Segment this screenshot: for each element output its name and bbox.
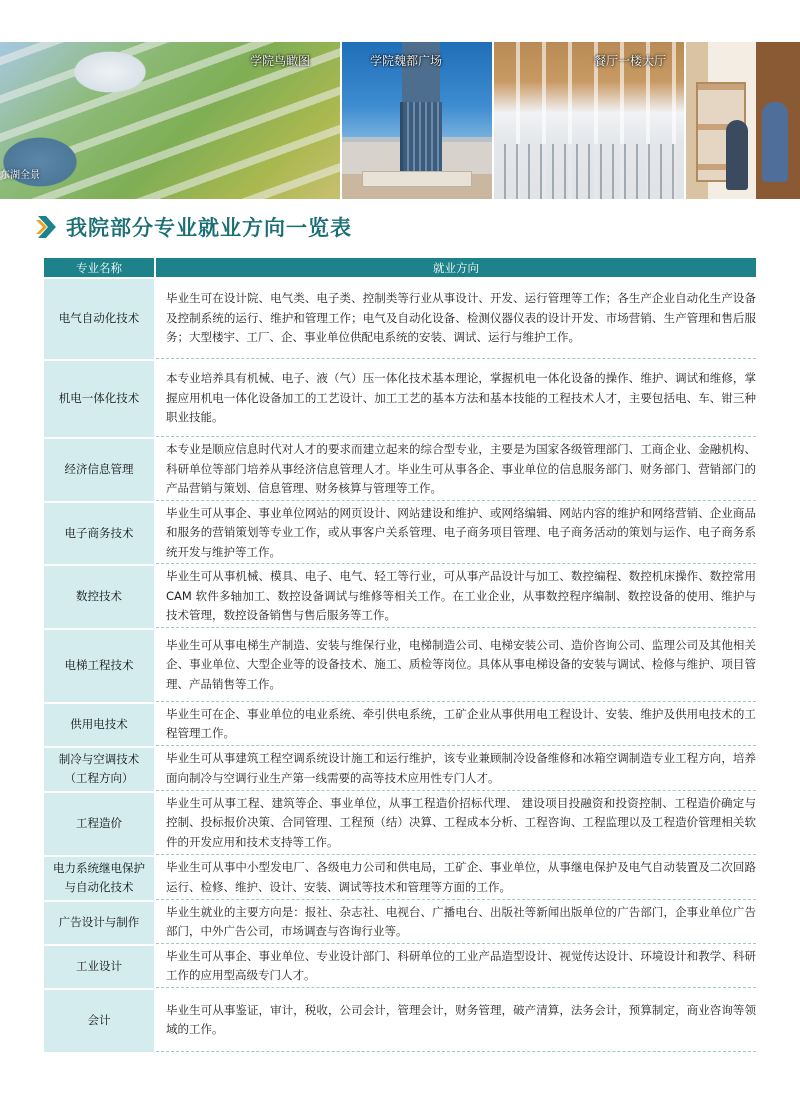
major-description: 本专业是顺应信息时代对人才的要求而建立起来的综合型专业，主要是为国家各级管理部门、工商企业、金融机构、科研单位等部门培养从事经济信息管理人才。毕业生可从事各企、事业单位的信息服务部门、财务部门、营销部门的产品营销与策划、信息管理、财务核算与管理等工作。	[156, 439, 756, 501]
major-name: 制冷与空调技术（工程方向）	[44, 748, 156, 791]
photo-strip	[0, 42, 800, 199]
chevron-right-icon	[36, 214, 58, 240]
table-row	[44, 793, 756, 855]
table-row	[44, 361, 756, 437]
major-name: 广告设计与制作	[44, 902, 156, 944]
major-description: 毕业生可从事中小型发电厂、各级电力公司和供电局，工矿企、事业单位，从事继电保护及电气自动装置及二次回路运行、检修、维护、设计、安装、调试等技术和管理等方面的工作。	[156, 857, 756, 900]
major-name: 经济信息管理	[44, 439, 156, 501]
table-row	[44, 439, 756, 501]
table-row	[44, 279, 756, 359]
major-name: 供用电技术	[44, 704, 156, 746]
canteen-caption: 餐厅一楼大厅	[594, 54, 667, 68]
dorm-person	[726, 120, 748, 190]
plaza-tower	[400, 102, 442, 177]
section-heading	[36, 210, 352, 244]
major-name: 工业设计	[44, 946, 156, 988]
major-description: 毕业生可从事鉴证，审计，税收，公司会计，管理会计，财务管理，破产清算，法务会计，预算制定，商业咨询等领域的工作。	[156, 990, 756, 1052]
major-description: 本专业培养具有机械、电子、液（气）压一体化技术基本理论，掌握机电一体化设备的操作、维护、调试和维修，掌握应用机电一体化设备加工的工艺设计、加工工艺的基本方法和基本技能的工程技术人才，主要包括电、车、钳三种职业技能。	[156, 361, 756, 437]
major-description: 毕业生就业的主要方向是：报社、杂志社、电视台、广播电台、出版社等新闻出版单位的广告部门，企事业单位广告部门，中外广告公司，市场调查与咨询行业等。	[156, 902, 756, 944]
major-description: 毕业生可从事机械、模具、电子、电气、轻工等行业，可从事产品设计与加工、数控编程、数控机床操作、数控常用 CAM 软件多轴加工、数控设备调试与维修等相关工作。在工业企业，从事数控程序编制、数控设备的使用、维护与技术管理，数控设备销售与售后服务等工作。	[156, 566, 756, 628]
aerial-caption: 学院鸟瞰图	[250, 54, 311, 68]
major-description: 毕业生可从事企、事业单位网站的网页设计、网站建设和维护、或网络编辑、网站内容的维护和网络营销、企业商品和服务的营销策划等专业工作，或从事客户关系管理、电子商务项目管理、电子商务活动的策划与运作、电子商务系统开发与维护等工作。	[156, 503, 756, 565]
employment-table	[44, 256, 756, 1054]
table-row	[44, 566, 756, 628]
major-name: 电子商务技术	[44, 503, 156, 565]
major-description: 毕业生可从事建筑工程空调系统设计施工和运行维护，该专业兼顾制冷设备维修和冰箱空调制造专业工程方向，培养面向制冷与空调行业生产第一线需要的高等技术应用性专门人才。	[156, 748, 756, 791]
table-row	[44, 704, 756, 746]
campus-aerial-photo	[0, 42, 340, 199]
plaza-sign	[362, 171, 472, 187]
table-row	[44, 630, 756, 702]
table-row	[44, 503, 756, 565]
table-row	[44, 946, 756, 988]
employment-table-wrap	[44, 256, 756, 1054]
plaza-photo	[342, 42, 492, 199]
table-header-row	[44, 258, 756, 277]
major-name: 数控技术	[44, 566, 156, 628]
major-name: 机电一体化技术	[44, 361, 156, 437]
major-name: 电气自动化技术	[44, 279, 156, 359]
table-row	[44, 902, 756, 944]
table-row	[44, 857, 756, 900]
major-description: 毕业生可在企、事业单位的电业系统、牵引供电系统，工矿企业从事供用电工程设计、安装、维护及供用电技术的工程管理工作。	[156, 704, 756, 746]
dorm-person	[762, 102, 788, 182]
page-title: 我院部分专业就业方向一览表	[66, 216, 352, 240]
canteen-tables	[494, 144, 684, 199]
major-description: 毕业生可从事工程、建筑等企、事业单位，从事工程造价招标代理、 建设项目投融资和投资控制、工程造价确定与控制、投标报价决策、合同管理、工程预（结）决算、工程成本分析、工程咨询、工程监理以及工程造价管理相关软件的开发应用和技术支持等工作。	[156, 793, 756, 855]
major-description: 毕业生可从事企、事业单位、专业设计部门、科研单位的工业产品造型设计、视觉传达设计、环境设计和教学、科研工作的应用型高级专门人才。	[156, 946, 756, 988]
column-header-direction: 就业方向	[156, 258, 756, 277]
dorm-photo	[686, 42, 800, 199]
aerial-edge-text: 东湖全景	[0, 170, 40, 181]
canteen-photo	[494, 42, 684, 199]
major-name: 工程造价	[44, 793, 156, 855]
major-name: 会计	[44, 990, 156, 1052]
table-row	[44, 990, 756, 1052]
major-description: 毕业生可在设计院、电气类、电子类、控制类等行业从事设计、开发、运行管理等工作；各生产企业自动化生产设备及控制系统的运行、维护和管理工作；电气及自动化设备、检测仪器仪表的设计开发、市场营销、生产管理和售后服务；大型楼宇、工厂、企、事业单位供配电系统的安装、调试、运行与维护工作。	[156, 279, 756, 359]
plaza-caption: 学院魏都广场	[370, 54, 443, 68]
major-name: 电力系统继电保护与自动化技术	[44, 857, 156, 900]
table-row	[44, 748, 756, 791]
column-header-major: 专业名称	[44, 258, 156, 277]
major-name: 电梯工程技术	[44, 630, 156, 702]
major-description: 毕业生可从事电梯生产制造、安装与维保行业，电梯制造公司、电梯安装公司、造价咨询公司、监理公司及其他相关企、事业单位、大型企业等的设备技术、施工、质检等岗位。具体从事电梯设备的安装与调试、检修与维护、项目管理、产品销售等工作。	[156, 630, 756, 702]
